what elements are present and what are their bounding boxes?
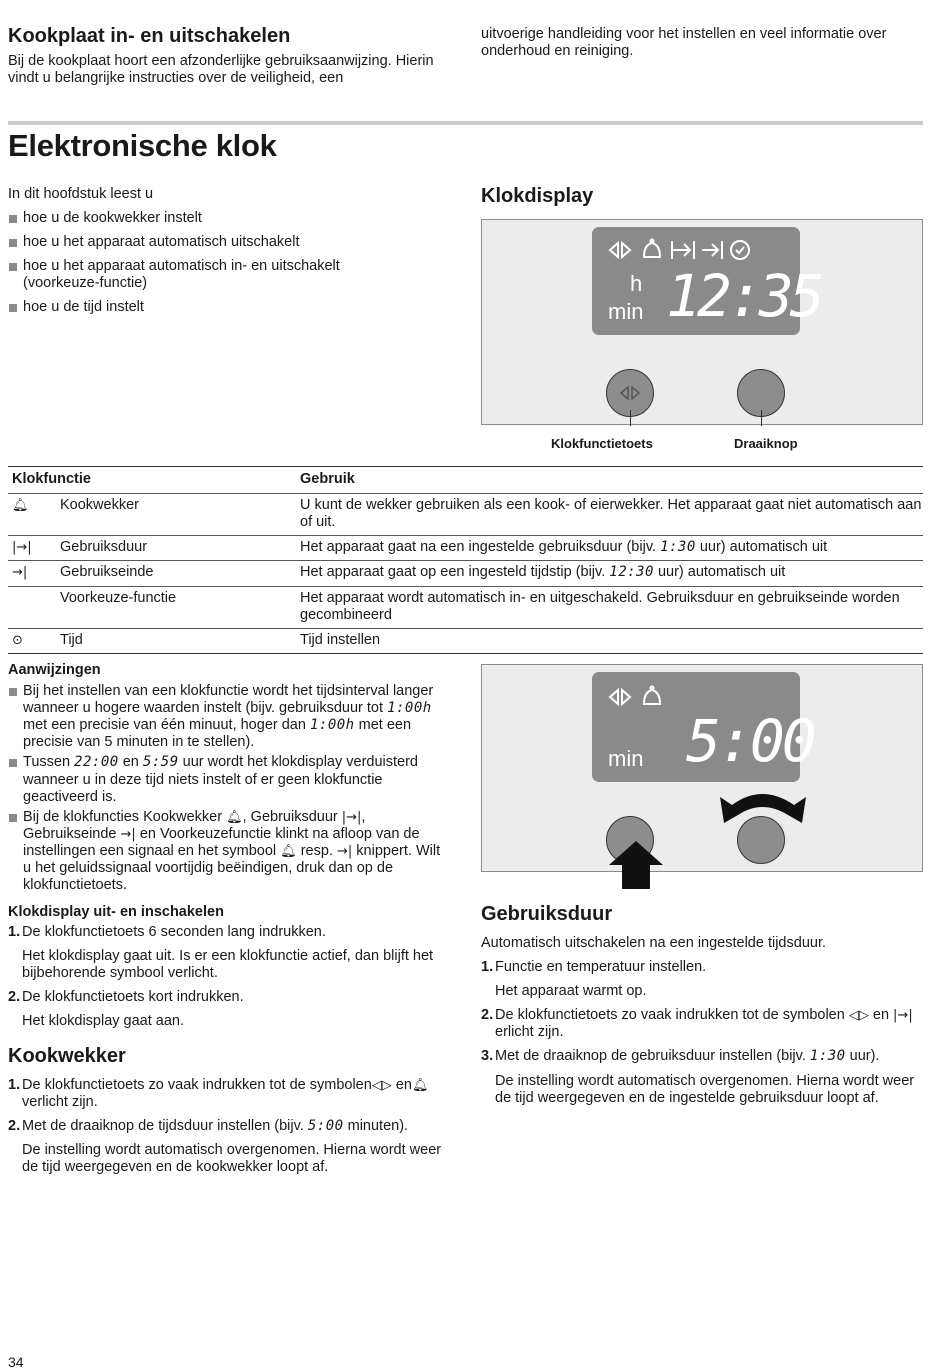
text-part: en (122, 754, 139, 771)
table-cell-use: U kunt de wekker gebruiken als een kook- of eierwekker. Het apparaat gaat niet automatisch aan of uit. (300, 494, 923, 536)
chapter-intro: In dit hoofdstuk leest u (8, 186, 154, 202)
label-draaiknop: Draaiknop (734, 436, 798, 451)
table-row (8, 586, 923, 628)
table-header-row (8, 467, 923, 494)
step-text: verlicht zijn. (22, 1094, 98, 1111)
step-result: De instelling wordt automatisch overgenomen. Hierna wordt weer de tijd weergegeven en de ingestelde gebruiksduur loopt af. (495, 1072, 915, 1106)
table-cell-use (300, 561, 923, 586)
lcd-value: 12:30 (609, 564, 654, 581)
kookwekker-title: Kookwekker (8, 1045, 126, 1067)
lcd-time: 12:35 (666, 262, 821, 330)
clock-functions-table (8, 466, 923, 654)
lcd-unit-min: min (608, 746, 644, 771)
kookplaat-text-right: uitvoerige handleiding voor het instellen en veel informatie over onderhoud en reiniging. (481, 26, 887, 60)
duration-icon: |→| (341, 809, 362, 825)
kookwekker-display-panel (481, 664, 923, 872)
step-item: 3. Met de draaiknop de gebruiksduur instellen (bijv. 1:30 uur). (481, 1048, 880, 1065)
aanwijzingen-list (8, 683, 450, 894)
table-cell-name: Kookwekker (60, 494, 300, 536)
step-text: minuten). (347, 1118, 409, 1135)
table-cell-name: Gebruiksduur (60, 536, 300, 561)
lcd-value: 5:00 (307, 1118, 344, 1135)
gebruiksduur-title: Gebruiksduur (481, 903, 613, 925)
label-klokfunctietoets: Klokfunctietoets (551, 436, 653, 451)
step-item: 1. De klokfunctietoets 6 seconden lang indrukken. (8, 924, 326, 940)
kookplaat-text-left: Bij de kookplaat hoort een afzonderlijke gebruiksaanwijzing. Hierin vindt u belangrijke instructies over de veiligheid, een (8, 53, 434, 87)
table-cell-use: Tijd instellen (300, 628, 923, 653)
text-part: uur) automatisch uit (657, 564, 786, 581)
text-part: knippert. Wilt u het geluidssignaal voortijdig beëindigen, druk dan op de klokfunctietoets. (23, 842, 441, 894)
lcd-unit-h: h (630, 271, 643, 296)
step-text: Functie en temperatuur instellen. (495, 959, 707, 975)
display-onoff-steps (8, 924, 450, 1031)
chapter-bullets (8, 210, 448, 317)
page-number: 34 (8, 1354, 24, 1370)
text-part: Tussen (23, 754, 71, 771)
table-header: Klokfunctie (8, 467, 300, 494)
end-icon: →| (12, 565, 28, 581)
step-item: 2. De klokfunctietoets zo vaak indrukken tot de symbolen ◁▷ en |→| erlicht zijn. (481, 1007, 913, 1041)
step-text: De klokfunctietoets zo vaak indrukken tot de symbolen (22, 1077, 372, 1093)
chapter-title: Elektronische klok (8, 128, 277, 163)
callout-line (761, 410, 762, 426)
rotate-arrow-icon (718, 785, 808, 827)
table-cell-name: Gebruikseinde (60, 561, 300, 586)
arrows-lr-icon (618, 386, 644, 400)
text-part: Bij de klokfuncties Kookwekker (23, 808, 223, 825)
step-text: erlicht zijn. (495, 1024, 564, 1041)
aanwijzing-item (8, 754, 450, 805)
end-icon: →| (336, 843, 353, 859)
step-text: De klokfunctietoets zo vaak indrukken tot de symbolen (495, 1007, 845, 1024)
step-text: De klokfunctietoets kort indrukken. (22, 989, 244, 1006)
text-part: Bij het instellen van een klokfunctie wordt het tijdsinterval langer wanneer u hogere waarden instelt (bijv. gebruiksduur tot (23, 683, 434, 717)
step-item: 2. De klokfunctietoets kort indrukken. (8, 989, 244, 1006)
step-text: Met de draaiknop de gebruiksduur instellen (bijv. (495, 1048, 806, 1065)
gebruiksduur-steps (481, 959, 923, 1107)
step-result: Het klokdisplay gaat aan. (22, 1013, 185, 1030)
lcd-unit-min: min (608, 299, 644, 324)
lcd-value: 1:30 (809, 1048, 846, 1065)
table-row (8, 494, 923, 536)
lcd-symbols-icon (606, 237, 756, 263)
step-text: uur). (849, 1048, 880, 1065)
bell-icon: 🔔︎ (12, 498, 29, 514)
kookwekker-lcd (592, 672, 814, 782)
duration-icon: |→| (893, 1008, 913, 1024)
lcd-symbols-icon (606, 684, 676, 710)
lcd-value: 5:59 (142, 754, 179, 771)
step-text: en (872, 1007, 890, 1024)
step-item: 1. De klokfunctietoets zo vaak indrukken tot de symbolen◁▷ en🔔︎ verlicht zijn. (8, 1077, 429, 1111)
text-part: met een precisie van één minuut, hoger dan (23, 717, 306, 734)
step-text: Met de draaiknop de tijdsduur instellen (bijv. (22, 1118, 304, 1135)
klokdisplay-panel (481, 219, 923, 425)
callout-line (630, 410, 631, 426)
step-item: 2. Met de draaiknop de tijdsduur instellen (bijv. 5:00 minuten). (8, 1118, 409, 1135)
aanwijzingen-title: Aanwijzingen (8, 662, 101, 678)
table-header: Gebruik (300, 467, 923, 494)
text-part: , Gebruiksduur (242, 808, 338, 825)
bell-icon: 🔔︎ (411, 1078, 429, 1093)
chapter-bullet: hoe u de tijd instelt (8, 299, 448, 316)
table-row (8, 536, 923, 561)
table-cell-use (300, 536, 923, 561)
lcd-value: 22:00 (74, 754, 119, 771)
text-part: en Voorkeuzefunctie klinkt na afloop van de instellingen een signaal en het symbool (23, 825, 420, 859)
text-part: , Gebruikseinde (23, 808, 366, 842)
chapter-bullet: hoe u het apparaat automatisch uitschakelt (8, 234, 448, 251)
text-part: uur) automatisch uit (699, 539, 828, 556)
klokdisplay-title: Klokdisplay (481, 185, 594, 207)
bell-icon: 🔔︎ (226, 809, 243, 825)
table-row (8, 628, 923, 653)
table-cell-use: Het apparaat wordt automatisch in- en uitgeschakeld. Gebruiksduur en gebruikseinde worden gecombineerd (300, 586, 923, 628)
lcd-value: 1:00h (387, 700, 432, 717)
lcd-time: 5:00 (686, 707, 814, 775)
text-part: Het apparaat gaat op een ingesteld tijdstip (bijv. (300, 564, 606, 581)
chapter-bullet: hoe u het apparaat automatisch in- en uitschakelt (voorkeuze-functie) (8, 258, 388, 292)
duration-icon: |→| (12, 540, 32, 556)
chapter-bullet: hoe u de kookwekker instelt (8, 210, 448, 227)
table-cell-name: Tijd (60, 628, 300, 653)
text-part: Het apparaat gaat na een ingestelde gebruiksduur (bijv. (300, 539, 657, 556)
clock-icon: ⊙ (12, 632, 23, 648)
section-title-kookplaat: Kookplaat in- en uitschakelen (8, 25, 291, 47)
arrows-lr-icon: ◁▷ (848, 1008, 869, 1024)
arrows-lr-icon: ◁▷ (371, 1078, 392, 1093)
table-cell-name: Voorkeuze-functie (60, 586, 300, 628)
lcd-value: 1:30 (660, 539, 696, 556)
lcd-value: 1:00h (309, 717, 355, 734)
kookwekker-steps (8, 1077, 450, 1177)
end-icon: →| (120, 826, 136, 842)
table-row (8, 561, 923, 586)
step-text: en (395, 1077, 412, 1093)
text-part: resp. (300, 842, 333, 859)
step-result: De instelling wordt automatisch overgenomen. Hierna wordt weer de tijd weergegeven en de kookwekker loopt af. (22, 1142, 442, 1176)
gebruiksduur-intro: Automatisch uitschakelen na een ingestelde tijdsduur. (481, 935, 826, 951)
bell-icon: 🔔︎ (280, 843, 297, 859)
text-part: met een precisie van 5 minuten in te stellen). (23, 717, 412, 751)
step-item: 1. Functie en temperatuur instellen. (481, 959, 707, 975)
klokdisplay-lcd (592, 227, 821, 335)
step-text: De klokfunctietoets 6 seconden lang indrukken. (22, 924, 326, 940)
text-part: uur wordt het klokdisplay verduisterd wanneer u in deze tijd niets instelt of er geen klokfunctie geactiveerd is. (23, 754, 418, 805)
step-result: Het apparaat warmt op. (495, 983, 647, 1000)
display-onoff-title: Klokdisplay uit- en inschakelen (8, 904, 224, 920)
aanwijzing-item (8, 683, 450, 751)
press-arrow-icon (609, 841, 663, 889)
aanwijzing-item (8, 809, 450, 895)
step-result: Het klokdisplay gaat uit. Is er een klokfunctie actief, dan blijft het bijbehorende symbool verlicht. (22, 948, 434, 982)
chapter-divider (8, 121, 923, 125)
